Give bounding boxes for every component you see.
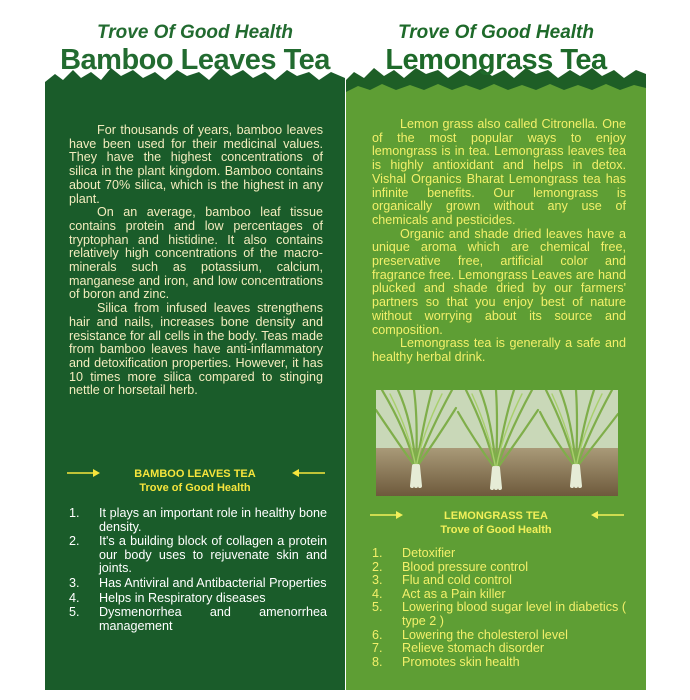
bamboo-benefits-list <box>69 507 327 634</box>
arrow-left-icon <box>590 510 624 520</box>
bamboo-description <box>69 124 323 398</box>
list-item <box>69 577 327 591</box>
list-text: Act as a Pain killer <box>402 586 506 601</box>
lemongrass-section-title: LEMONGRASS TEA <box>444 510 548 522</box>
lemongrass-plants-image <box>376 390 618 496</box>
lemongrass-section-subtitle: Trove of Good Health <box>440 524 552 536</box>
list-item <box>69 507 327 534</box>
list-number: 4. <box>372 586 383 601</box>
list-number: 6. <box>372 627 383 642</box>
list-item <box>372 561 632 575</box>
list-number: 7. <box>372 641 383 656</box>
list-number: 5. <box>69 605 80 620</box>
lemongrass-description <box>372 118 626 365</box>
arrow-left-icon <box>291 468 325 478</box>
list-number: 1. <box>372 546 383 560</box>
list-item <box>372 629 632 643</box>
list-number: 2. <box>69 534 80 549</box>
list-text: Blood pressure control <box>402 559 529 574</box>
lemongrass-illustration <box>376 390 618 496</box>
lemongrass-paragraph: Organic and shade dried leaves have a unique aroma which are chemical free, preservative free, artificial color and fragrance free. Lemongrass Leaves are hand plucked and shade dried by our farmers' partners so that you enjoy best of nature without worrying about its source and composition. <box>372 226 626 337</box>
bamboo-paragraph: For thousands of years, bamboo leaves have been used for their medicinal values. They have the highest concentrations of silica in the plant kingdom. Bamboo contains about 70% silica, which is the highest in any plant. <box>69 123 323 206</box>
bamboo-section-title: BAMBOO LEAVES TEA <box>134 468 256 480</box>
lemongrass-header <box>346 10 646 100</box>
list-number: 3. <box>69 575 80 590</box>
list-item <box>372 642 632 656</box>
list-text: Promotes skin health <box>402 654 520 669</box>
list-number: 4. <box>69 590 80 605</box>
list-text: Dysmenorrhea and amenorrhea management <box>99 605 327 633</box>
list-item <box>372 574 632 588</box>
lemongrass-title: Lemongrass Tea <box>385 44 607 76</box>
list-number: 2. <box>372 559 383 574</box>
bamboo-header <box>45 10 345 102</box>
list-number: 1. <box>69 506 80 520</box>
bamboo-paragraph: Silica from infused leaves strengthens hair and nails, increases bone density and resistance for all cells in the body. Teas made from bamboo leaves have anti-inflammatory and detoxification properties. However, it has 10 times more silica compared to stinging nettle or horsetail herb. <box>69 301 323 398</box>
bamboo-tea-panel <box>45 10 345 690</box>
lemongrass-paragraph: Lemon grass also called Citronella. One of the most popular ways to enjoy lemongrass is in tea. Lemongrass leaves tea is highly antioxidant and helps in detox. Vishal Organics Bharat Lemongrass tea has infinite benefits. Our lemongrass is organically grown without any use of chemicals and pesticides. <box>372 117 626 227</box>
list-item <box>69 606 327 633</box>
list-item <box>69 592 327 606</box>
list-text: It plays an important role in healthy bone density. <box>99 506 327 534</box>
list-item <box>372 656 632 670</box>
bamboo-section-heading <box>45 464 345 498</box>
list-text: It's a building block of collagen a protein our body uses to rejuvenate skin and joints. <box>99 534 327 576</box>
list-text: Helps in Respiratory diseases <box>99 590 266 605</box>
list-text: Detoxifier <box>402 546 456 560</box>
list-item <box>372 547 632 561</box>
list-text: Has Antiviral and Antibacterial Properties <box>99 575 327 590</box>
lemongrass-section-heading <box>346 506 646 540</box>
lemongrass-tea-panel <box>346 10 646 690</box>
list-text: Lowering blood sugar level in diabetics ( type 2 ) <box>402 600 627 628</box>
lemongrass-subtitle: Trove Of Good Health <box>397 22 594 43</box>
list-item <box>372 588 632 602</box>
list-text: Flu and cold control <box>402 573 512 588</box>
lemongrass-paragraph: Lemongrass tea is generally a safe and healthy herbal drink. <box>372 336 626 364</box>
list-text: Relieve stomach disorder <box>402 641 545 656</box>
list-item <box>69 535 327 576</box>
lemongrass-benefits-list <box>372 547 632 669</box>
list-number: 3. <box>372 573 383 588</box>
list-number: 5. <box>372 600 383 615</box>
bamboo-subtitle: Trove Of Good Health <box>96 22 293 43</box>
list-text: Lowering the cholesterol level <box>402 627 568 642</box>
bamboo-title: Bamboo Leaves Tea <box>60 44 330 76</box>
list-item <box>372 601 632 628</box>
bamboo-paragraph: On an average, bamboo leaf tissue contains protein and low percentages of tryptophan and histidine. It also contains relatively high concentrations of the macro-minerals such as potassium, calcium, manganese and iron, and low concentrations of boron and zinc. <box>69 205 323 302</box>
bamboo-section-subtitle: Trove of Good Health <box>139 482 251 494</box>
list-number: 8. <box>372 654 383 669</box>
